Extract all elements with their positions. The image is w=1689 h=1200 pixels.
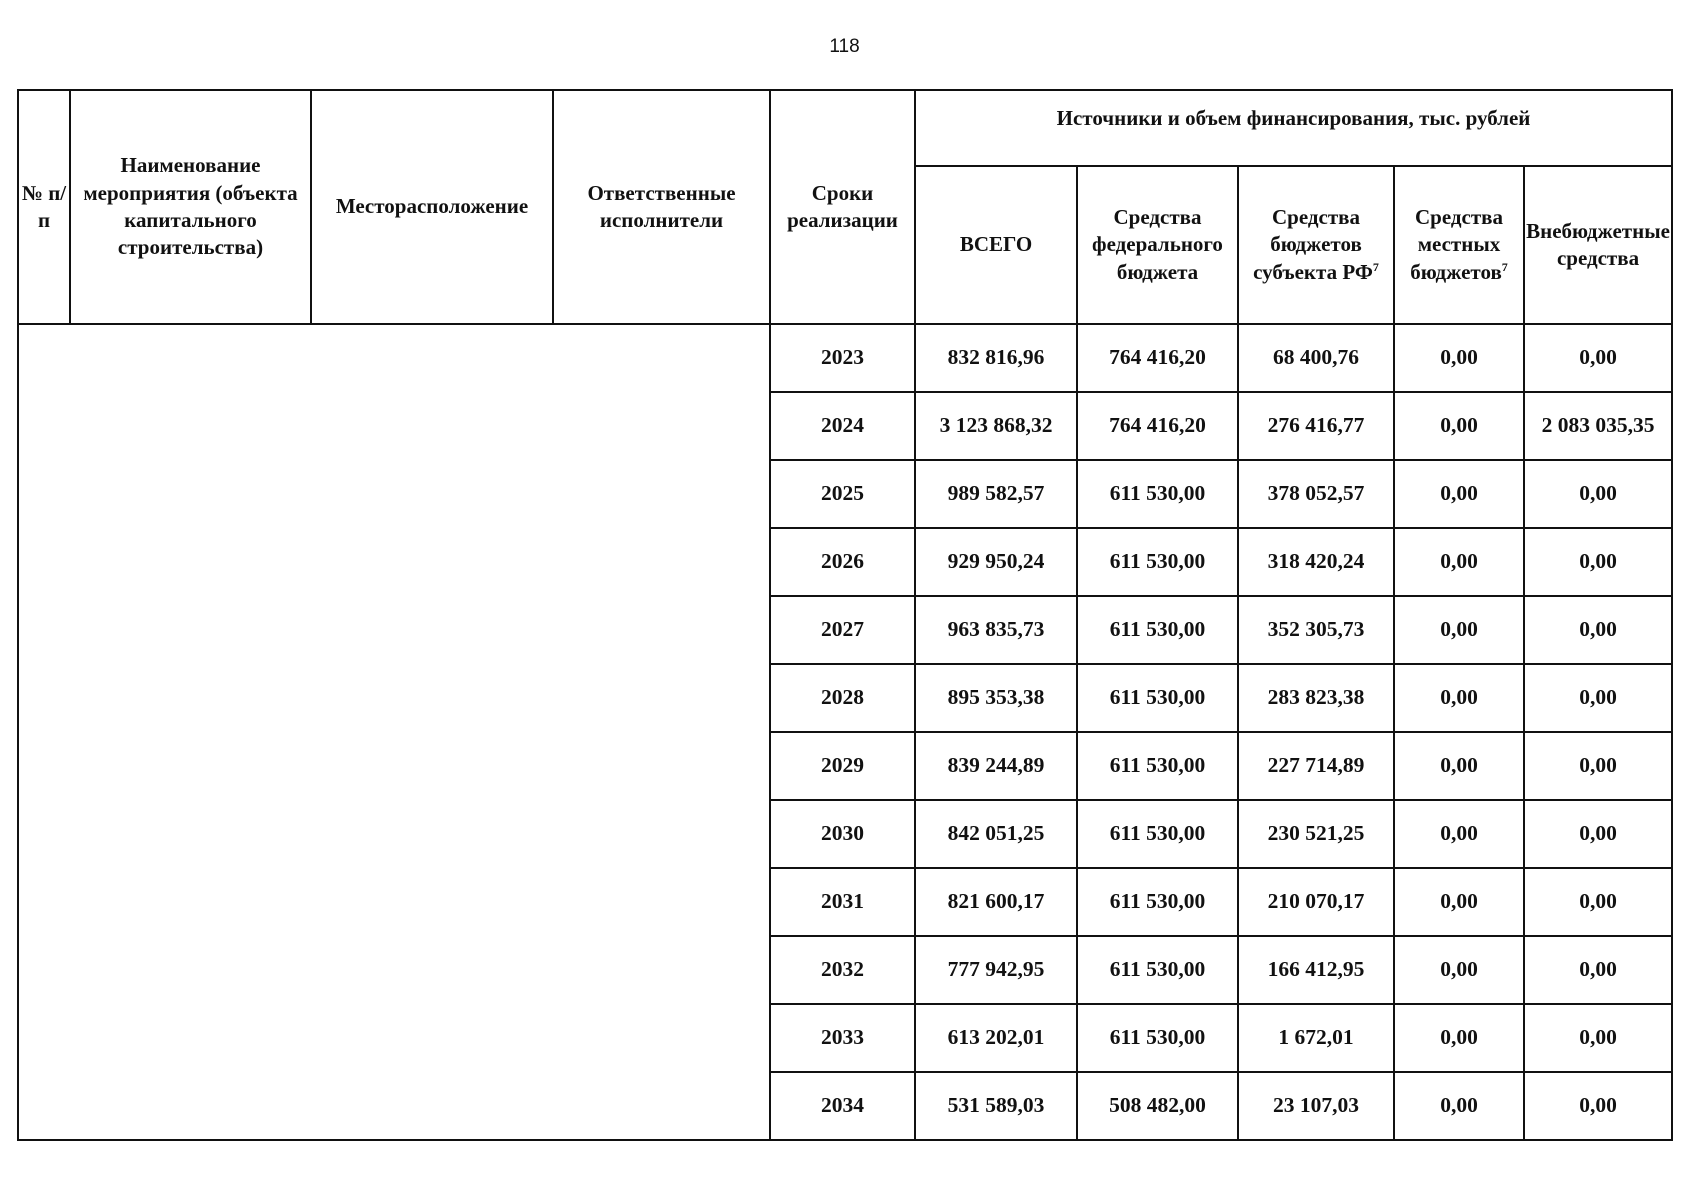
cell-extra: 0,00 [1524,528,1672,596]
cell-extra: 0,00 [1524,936,1672,1004]
header-total: ВСЕГО [915,166,1077,324]
cell-federal: 611 530,00 [1077,1004,1238,1072]
cell-federal: 764 416,20 [1077,392,1238,460]
cell-federal: 611 530,00 [1077,868,1238,936]
cell-federal: 611 530,00 [1077,936,1238,1004]
cell-federal: 764 416,20 [1077,324,1238,392]
cell-total: 613 202,01 [915,1004,1077,1072]
cell-extra: 0,00 [1524,868,1672,936]
cell-regional: 227 714,89 [1238,732,1394,800]
header-local-footnote: 7 [1501,259,1508,274]
header-extra: Внебюджетные средства [1524,166,1672,324]
cell-local: 0,00 [1394,800,1524,868]
cell-extra: 0,00 [1524,732,1672,800]
header-regional [1238,166,1394,324]
cell-regional: 352 305,73 [1238,596,1394,664]
cell-year: 2033 [770,1004,915,1072]
cell-total: 531 589,03 [915,1072,1077,1140]
cell-total: 777 942,95 [915,936,1077,1004]
cell-year: 2024 [770,392,915,460]
header-federal: Средства федерального бюджета [1077,166,1238,324]
cell-regional: 230 521,25 [1238,800,1394,868]
header-local-text: Средства местных бюджетов [1410,205,1503,284]
cell-total: 821 600,17 [915,868,1077,936]
cell-extra: 0,00 [1524,324,1672,392]
cell-regional: 23 107,03 [1238,1072,1394,1140]
cell-regional: 283 823,38 [1238,664,1394,732]
cell-extra: 0,00 [1524,1072,1672,1140]
cell-year: 2029 [770,732,915,800]
header-num: № п/п [18,90,70,324]
cell-regional: 166 412,95 [1238,936,1394,1004]
cell-federal: 611 530,00 [1077,460,1238,528]
cell-local: 0,00 [1394,732,1524,800]
financing-table [17,89,1673,1141]
header-regional-footnote: 7 [1372,259,1379,274]
cell-regional: 276 416,77 [1238,392,1394,460]
cell-total: 842 051,25 [915,800,1077,868]
cell-local: 0,00 [1394,868,1524,936]
cell-extra: 0,00 [1524,800,1672,868]
cell-local: 0,00 [1394,596,1524,664]
header-name: Наименование мероприятия (объекта капитального строительства) [70,90,311,324]
table-row [18,324,1672,392]
cell-year: 2034 [770,1072,915,1140]
cell-local: 0,00 [1394,460,1524,528]
cell-local: 0,00 [1394,324,1524,392]
header-sources-group: Источники и объем финансирования, тыс. рублей [915,90,1672,166]
cell-year: 2030 [770,800,915,868]
cell-extra: 2 083 035,35 [1524,392,1672,460]
cell-total: 929 950,24 [915,528,1077,596]
cell-regional: 1 672,01 [1238,1004,1394,1072]
cell-total: 839 244,89 [915,732,1077,800]
table-body [18,324,1672,1140]
cell-local: 0,00 [1394,1004,1524,1072]
header-period: Сроки реализации [770,90,915,324]
cell-federal: 611 530,00 [1077,664,1238,732]
header-location: Месторасположение [311,90,553,324]
cell-year: 2031 [770,868,915,936]
page-number: 118 [829,36,860,57]
cell-regional: 318 420,24 [1238,528,1394,596]
empty-merged-cell [18,324,770,1140]
cell-total: 832 816,96 [915,324,1077,392]
cell-year: 2027 [770,596,915,664]
header-local [1394,166,1524,324]
cell-regional: 210 070,17 [1238,868,1394,936]
cell-total: 895 353,38 [915,664,1077,732]
cell-total: 989 582,57 [915,460,1077,528]
cell-year: 2028 [770,664,915,732]
cell-year: 2025 [770,460,915,528]
cell-year: 2032 [770,936,915,1004]
cell-federal: 611 530,00 [1077,732,1238,800]
cell-year: 2023 [770,324,915,392]
cell-extra: 0,00 [1524,460,1672,528]
header-responsible: Ответственные исполнители [553,90,770,324]
cell-federal: 611 530,00 [1077,800,1238,868]
cell-local: 0,00 [1394,528,1524,596]
cell-total: 3 123 868,32 [915,392,1077,460]
cell-local: 0,00 [1394,664,1524,732]
cell-extra: 0,00 [1524,1004,1672,1072]
cell-year: 2026 [770,528,915,596]
cell-local: 0,00 [1394,1072,1524,1140]
cell-local: 0,00 [1394,392,1524,460]
cell-federal: 508 482,00 [1077,1072,1238,1140]
cell-local: 0,00 [1394,936,1524,1004]
cell-regional: 68 400,76 [1238,324,1394,392]
cell-extra: 0,00 [1524,596,1672,664]
cell-regional: 378 052,57 [1238,460,1394,528]
cell-federal: 611 530,00 [1077,596,1238,664]
cell-extra: 0,00 [1524,664,1672,732]
header-regional-text: Средства бюджетов субъекта РФ [1253,205,1373,284]
cell-federal: 611 530,00 [1077,528,1238,596]
cell-total: 963 835,73 [915,596,1077,664]
